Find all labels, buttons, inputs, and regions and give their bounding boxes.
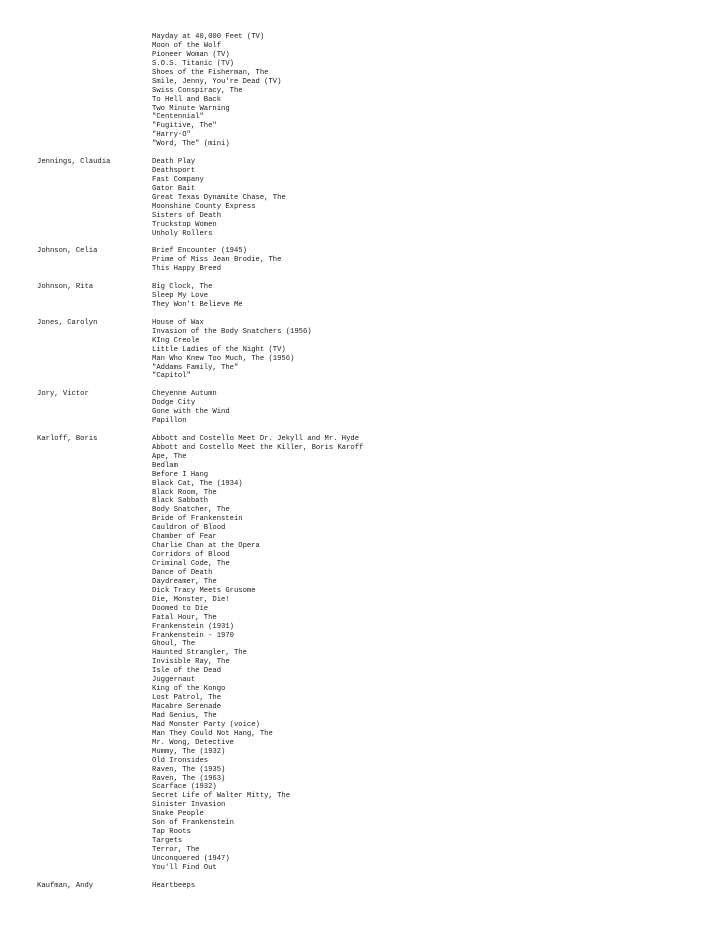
film-title: Gone with the Wind [152,408,230,417]
film-title: Invasion of the Body Snatchers (1956) [152,327,312,336]
film-title: Gator Bait [152,184,196,193]
film-title: Little Ladies of the Night (TV) [152,345,286,354]
film-title: Frankenstein (1931) [152,622,234,631]
film-title: Fatal Hour, The [152,613,217,622]
film-title: Brief Encounter (1945) [152,247,247,256]
film-title: To Hell and Back [152,95,222,104]
film-title: Ape, The [152,452,187,461]
film-title: Two Minute Warning [152,104,230,113]
actor-entry [0,882,728,891]
film-title: Chamber of Fear [152,533,217,542]
film-title: Isle of the Dead [152,667,222,676]
actor-name: Jory, Victor [37,390,89,399]
actor-name: Karloff, Boris [37,434,98,443]
film-title: Body Snatcher, The [152,506,230,515]
film-title: Frankenstein - 1970 [152,631,234,640]
actor-name: Kaufman, Andy [37,881,94,890]
film-title: Sinister Invasion [152,801,226,810]
film-list [152,882,728,891]
film-title: "Fugitive, The" [152,122,217,131]
actor-entry [0,319,728,382]
film-title: Dodge City [152,399,196,408]
film-title: Charlie Chan at the Opera [152,542,260,551]
film-list [152,158,728,238]
film-title: Mad Genius, The [152,711,217,720]
film-title: Cauldron of Blood [152,524,226,533]
film-title: Great Texas Dynamite Chase, The [152,193,286,202]
film-title: Die, Monster, Die! [152,595,230,604]
film-title: Black Sabbath [152,497,209,506]
film-title: Daydreamer, The [152,577,217,586]
film-title: S.O.S. Titanic (TV) [152,59,234,68]
actor-name: Johnson, Celia [37,247,98,256]
film-title: Doomed to Die [152,604,209,613]
film-title: King of the Kongo [152,685,226,694]
film-title: Moon of the Wolf [152,41,222,50]
film-title: This Happy Breed [152,265,222,274]
actor-entry [0,158,728,238]
film-title: KIng Creole [152,336,200,345]
filmography-page [0,33,728,900]
film-title: Ghoul, The [152,640,196,649]
film-title: Secret Life of Walter Mitty, The [152,792,291,801]
film-title: Terror, The [152,846,200,855]
film-title: Dance of Death [152,568,213,577]
film-title: Cheyenne Autumn [152,390,217,399]
actor-entry [0,33,728,149]
actor-name: Jones, Carolyn [37,318,98,327]
film-title: Black Cat, The (1934) [152,479,243,488]
actor-name: Johnson, Rita [37,283,94,292]
film-title: Prime of Miss Jean Brodie, The [152,256,282,265]
film-title: Criminal Code, The [152,560,230,569]
film-list [152,283,728,310]
film-list [152,390,728,426]
film-title: Sisters of Death [152,211,222,220]
film-title: Son of Frankenstein [152,819,234,828]
film-title: Targets [152,837,183,846]
film-title: Abbott and Costello Meet Dr. Jekyll and Mr. Hyde [152,434,360,443]
film-title: "Addams Family, The" [152,363,239,372]
film-title: Pioneer Woman (TV) [152,50,230,59]
film-title: They Won't Believe Me [152,300,243,309]
film-title: Sleep My Love [152,292,209,301]
film-title: Corridors of Blood [152,551,230,560]
film-title: Smile, Jenny, You're Dead (TV) [152,77,282,86]
film-title: Fast Company [152,175,204,184]
film-title: Haunted Strangler, The [152,649,247,658]
film-title: Truckstop Women [152,220,217,229]
film-list [152,33,728,149]
film-title: "Harry-O" [152,131,191,140]
film-title: Macabre Serenade [152,703,222,712]
film-title: House of Wax [152,318,204,327]
film-title: Abbott and Costello Meet the Killer, Boris Karoff [152,443,364,452]
film-title: Unholy Rollers [152,229,213,238]
film-title: "Capitol" [152,372,191,381]
film-title: Man Who Knew Too Much, The (1956) [152,354,295,363]
film-title: Man They Could Not Hang, The [152,729,273,738]
film-title: Bedlam [152,461,178,470]
film-title: Mummy, The (1932) [152,747,226,756]
film-title: Old Ironsides [152,756,209,765]
film-list [152,247,728,274]
film-title: Big Clock, The [152,283,213,292]
actor-entry [0,283,728,310]
actor-entry [0,390,728,426]
film-title: Lost Patrol, The [152,694,222,703]
actor-name: Jennings, Claudia [37,158,111,167]
film-title: Deathsport [152,167,196,176]
film-title: Swiss Conspiracy, The [152,86,243,95]
film-title: Mr. Wong, Detective [152,738,234,747]
film-title: Black Room, The [152,488,217,497]
actor-entry [0,435,728,873]
film-title: Tap Roots [152,828,191,837]
film-title: Invisible Ray, The [152,658,230,667]
film-title: Scarface (1932) [152,783,217,792]
film-title: Raven, The (1935) [152,765,226,774]
film-title: Mad Monster Party (voice) [152,720,260,729]
film-title: You'll Find Out [152,863,217,872]
film-title: "Centennial" [152,113,204,122]
film-title: Death Play [152,158,196,167]
film-title: Heartbeeps [152,881,196,890]
film-list [152,435,728,873]
film-title: Dick Tracy Meets Grusome [152,586,256,595]
film-title: Juggernaut [152,676,196,685]
film-title: Bride of Frankenstein [152,515,243,524]
film-title: Papillon [152,417,187,426]
film-title: Mayday at 40,000 Feet (TV) [152,33,265,41]
film-title: Moonshine County Express [152,202,256,211]
film-title: Shoes of the Fisherman, The [152,68,269,77]
film-title: Before I Hang [152,470,209,479]
film-title: Snake People [152,810,204,819]
film-list [152,319,728,382]
film-title: Raven, The (1963) [152,774,226,783]
film-title: "Word, The" (mini) [152,140,230,149]
film-title: Unconquered (1947) [152,854,230,863]
actor-entry [0,247,728,274]
